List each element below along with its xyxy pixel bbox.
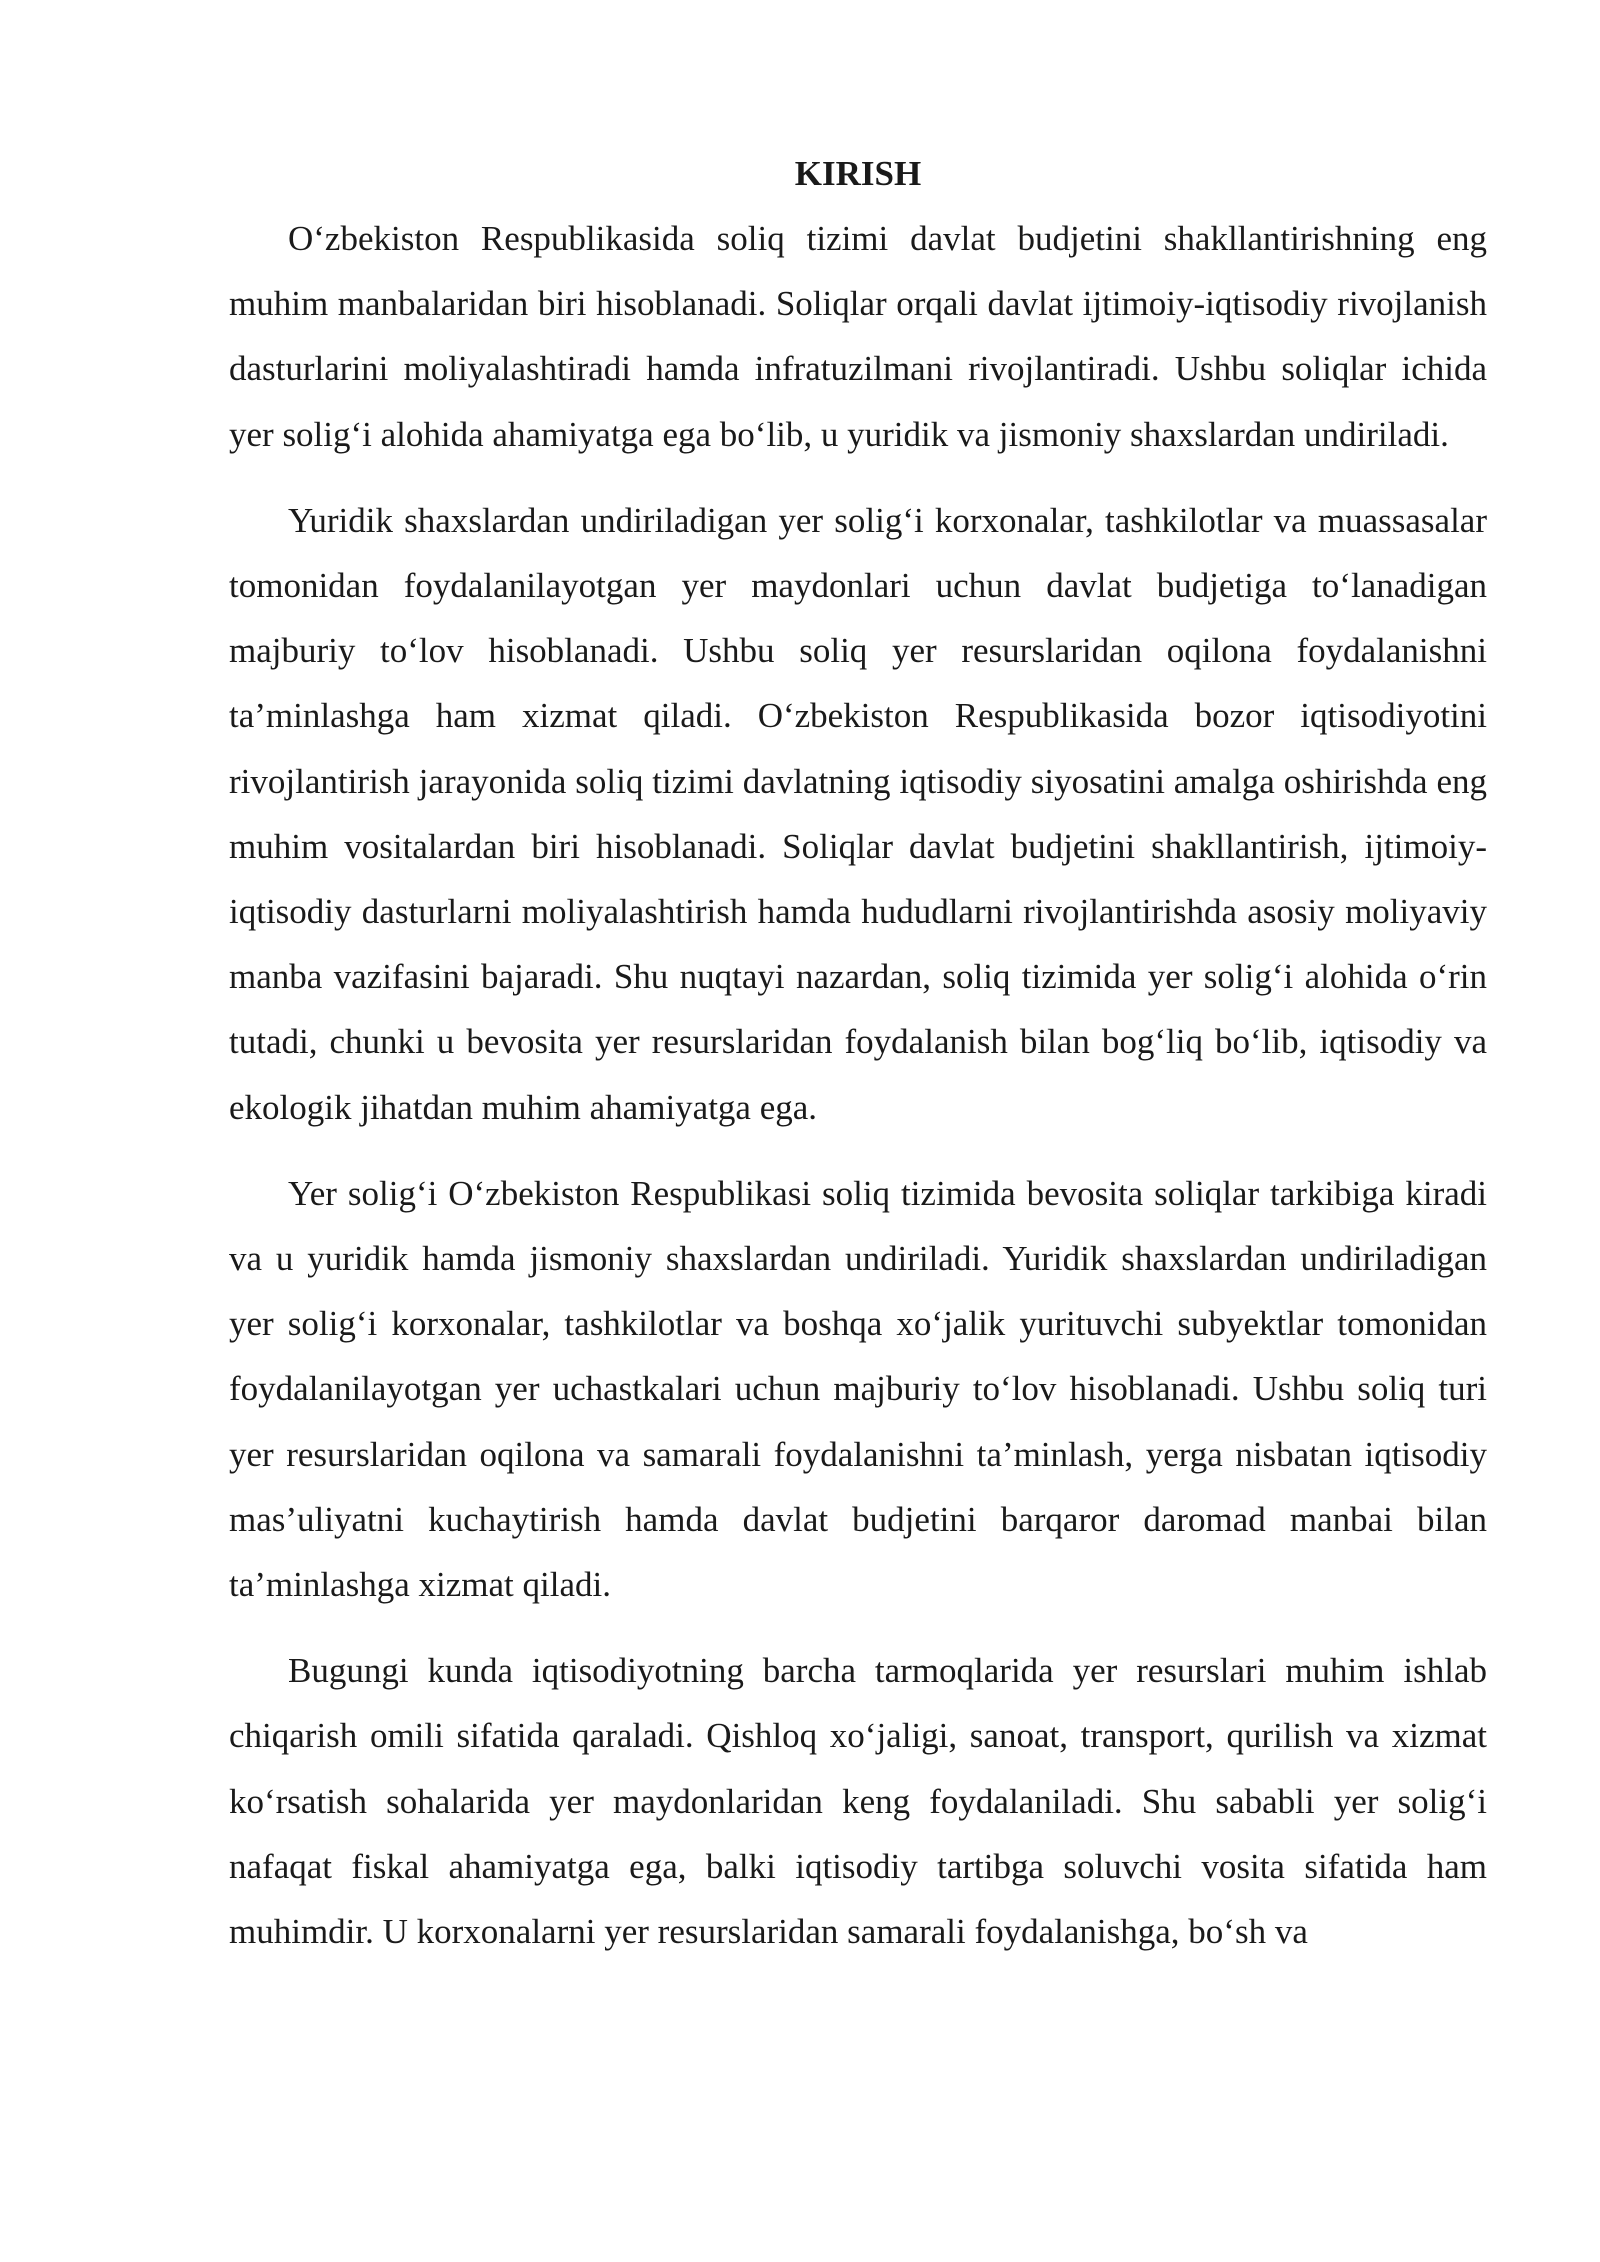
paragraph-3: Yer solig‘i O‘zbekiston Respublikasi soliq tizimida bevosita soliqlar tarkibiga kiradi va u yuridik hamda jismoniy shaxslardan undiriladi. Yuridik shaxslardan undiriladigan yer solig‘i korxonalar, tashkilotlar va boshqa xo‘jalik yurituvchi subyektlar tomonidan foydalanilayotgan yer uchastkalari uchun majburiy to‘lov hisoblanadi. Ushbu soliq turi yer resurslaridan oqilona va samarali foydalanishni ta’minlash, yerga nisbatan iqtisodiy mas’uliyatni kuchaytirish hamda davlat budjetini barqaror daromad manbai bilan ta’minlashga xizmat qiladi. xyxy=(229,1173,1487,1605)
document-page xyxy=(229,150,1487,1964)
document-title: KIRISH xyxy=(794,154,922,193)
paragraph-2: Yuridik shaxslardan undiriladigan yer solig‘i korxonalar, tashkilotlar va muassasalar tomonidan foydalanilayotgan yer maydonlari uchun davlat budjetiga to‘lanadigan majburiy to‘lov hisoblanadi. Ushbu soliq yer resurslaridan oqilona foydalanishni ta’minlashga ham xizmat qiladi. O‘zbekiston Respublikasida bozor iqtisodiyotini rivojlantirish jarayonida soliq tizimi davlatning iqtisodiy siyosatini amalga oshirishda eng muhim vositalardan biri hisoblanadi. Soliqlar davlat budjetini shakllantirish, ijtimoiy-iqtisodiy dasturlarni moliyalashtirish hamda hududlarni rivojlantirishda asosiy moliyaviy manba vazifasini bajaradi. Shu nuqtayi nazardan, soliq tizimida yer solig‘i alohida o‘rin tutadi, chunki u bevosita yer resurslaridan foydalanish bilan bog‘liq bo‘lib, iqtisodiy va ekologik jihatdan muhim ahamiyatga ega. xyxy=(229,500,1487,1127)
paragraph-1: O‘zbekiston Respublikasida soliq tizimi davlat budjetini shakllantirishning eng muhim manbalaridan biri hisoblanadi. Soliqlar orqali davlat ijtimoiy-iqtisodiy rivojlanish dasturlarini moliyalashtiradi hamda infratuzilmani rivojlantiradi. Ushbu soliqlar ichida yer solig‘i alohida ahamiyatga ega bo‘lib, u yuridik va jismoniy shaxslardan undiriladi. xyxy=(229,219,1487,454)
paragraph-4: Bugungi kunda iqtisodiyotning barcha tarmoqlarida yer resurslari muhim ishlab chiqarish omili sifatida qaraladi. Qishloq xo‘jaligi, sanoat, transport, qurilish va xizmat ko‘rsatish sohalarida yer maydonlaridan keng foydalaniladi. Shu sababli yer solig‘i nafaqat fiskal ahamiyatga ega, balki iqtisodiy tartibga soluvchi vosita sifatida ham muhimdir. U korxonalarni yer resurslaridan samarali foydalanishga, bo‘sh va xyxy=(229,1651,1487,1952)
